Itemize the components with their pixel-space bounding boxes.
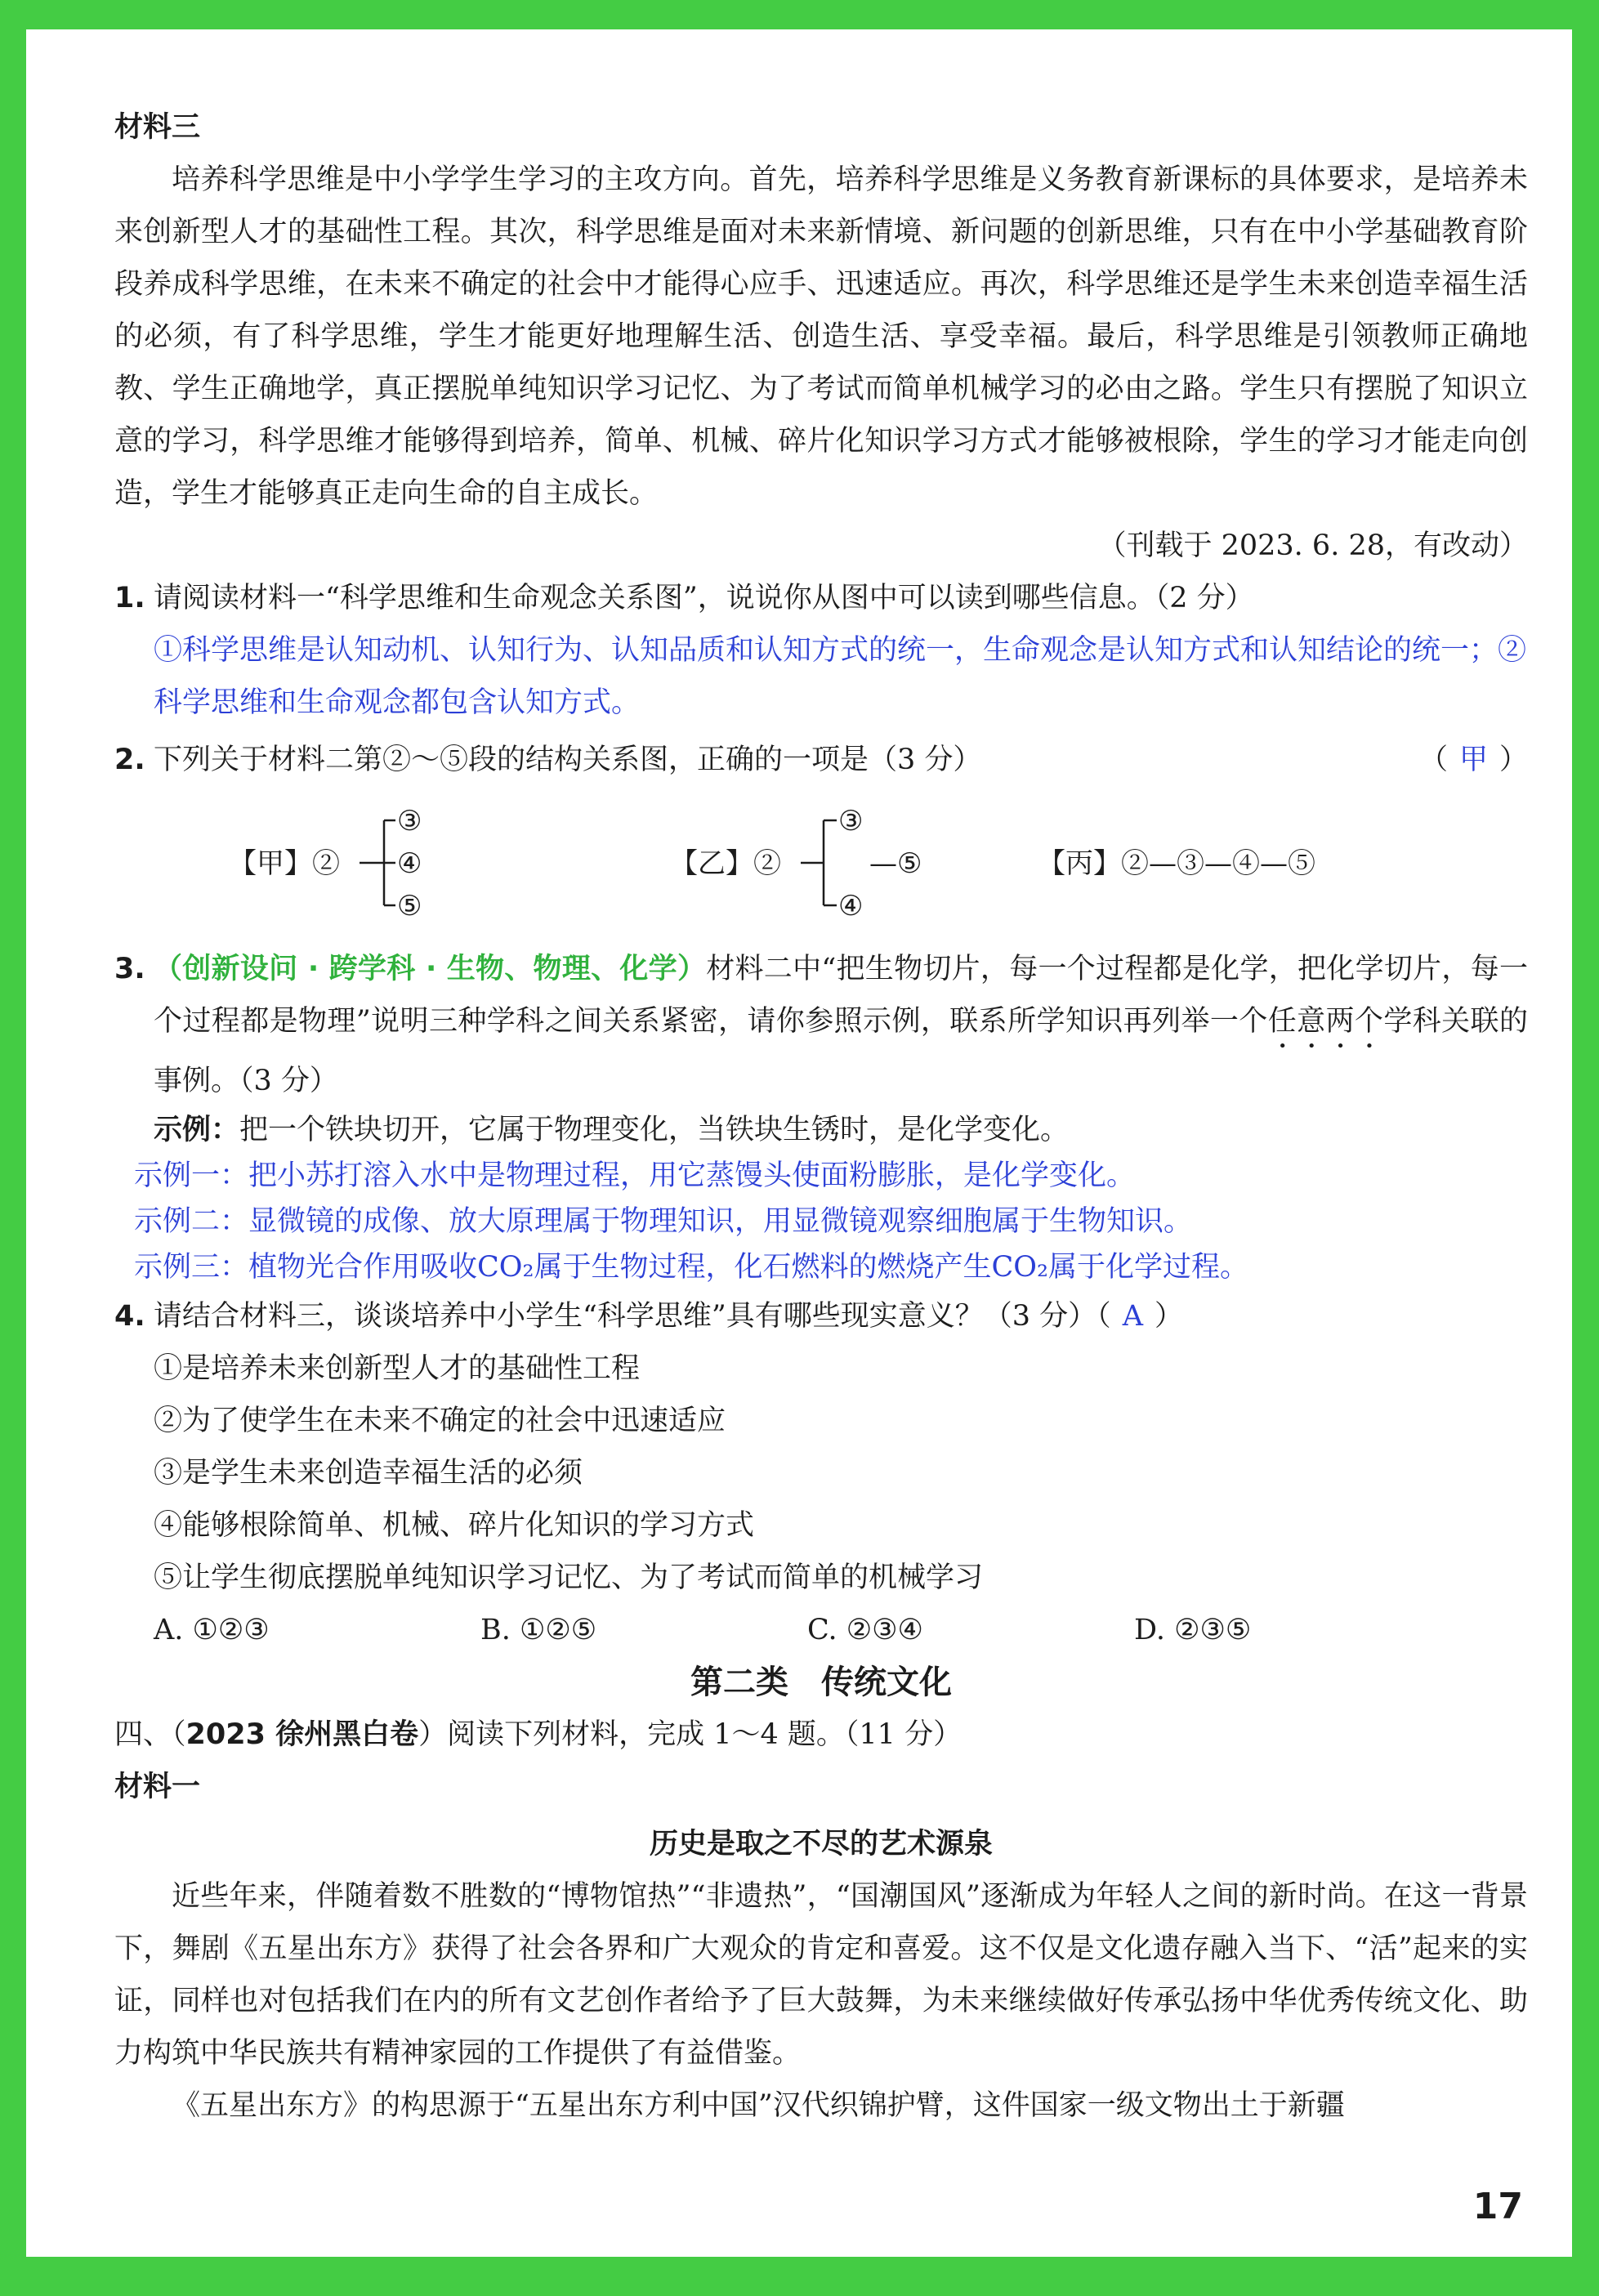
page-number: 17	[1472, 2186, 1523, 2227]
diagram-jia-item: ④	[397, 847, 422, 880]
example	[114, 1107, 1528, 1153]
example-text: 把一个铁块切开，它属于物理变化，当铁块生锈时，是化学变化。	[239, 1114, 1070, 1146]
diagram-jia-item: ③	[397, 805, 422, 838]
material3-heading: 材料三	[114, 111, 201, 144]
question-3-tag: （创新设问 · 跨学科 · 生物、物理、化学）	[154, 953, 707, 985]
question-text: 请结合材料三，谈谈培养中小学生“科学思维”具有哪些现实意义？（3 分）（	[154, 1300, 1111, 1333]
question-text-tail: 学科关联的事例。（3 分）	[154, 1005, 1528, 1097]
answer-4: A	[1122, 1300, 1143, 1333]
statement-item: ④能够根除简单、机械、碎片化知识的学习方式	[154, 1509, 755, 1542]
structure-diagrams	[114, 789, 1528, 933]
article-paragraph-2: 《五星出东方》的构思源于“五星出东方利中国”汉代织锦护臂，这件国家一级文物出土于新疆	[172, 2089, 1345, 2122]
diagram-jia-item: ⑤	[397, 890, 422, 922]
material3-paragraph: 培养科学思维是中小学学生学习的主攻方向。首先，培养科学思维是义务教育新课标的具体要求，是培养未来创新型人才的基础性工程。其次，科学思维是面对未来新情境、新问题的创新思维，只有在中小学基础教育阶段养成科学思维，在未来不确定的社会中才能得心应手、迅速适应。再次，科学思维还是学生未来创造幸福生活的必须，有了科学思维，学生才能更好地理解生活、创造生活、享受幸福。最后，科学思维是引领教师正确地教、学生正确地学，真正摆脱单纯知识学习记忆、为了考试而简单机械学习的必由之路。学生只有摆脱了知识立意的学习，科学思维才能够得到培养，简单、机械、碎片化知识学习方式才能够被根除，学生的学习才能走向创造，学生才能够真正走向生命的自主成长。	[114, 163, 1528, 510]
statement-item: ①是培养未来创新型人才的基础性工程	[154, 1352, 641, 1385]
question-2	[114, 734, 1528, 786]
material3-source: （刊载于 2023. 6. 28，有改动）	[1097, 529, 1528, 562]
question-4-options	[114, 1604, 1528, 1656]
diagram-yi-item: ③	[838, 805, 864, 838]
diagram-yi-tail: —⑤	[869, 847, 922, 880]
diagram-jia-label: 【甲】②	[229, 847, 340, 880]
section-title: 第二类 传统文化	[690, 1664, 952, 1701]
statement-item: ③是学生未来创造幸福生活的必须	[154, 1457, 583, 1490]
section-source: 2023 徐州黑白卷	[185, 1718, 419, 1751]
question-1	[114, 572, 1528, 624]
question-number: 1.	[114, 582, 145, 614]
example-label: 示例：	[154, 1114, 240, 1146]
answer-2: 甲	[1458, 744, 1488, 776]
statement-item: ②为了使学生在未来不确定的社会中迅速适应	[154, 1405, 726, 1437]
option-b: B. ①②⑤	[480, 1614, 597, 1646]
option-d: D. ②③⑤	[1134, 1614, 1252, 1646]
diagram-bing-label: 【丙】②—③—④—⑤	[1038, 847, 1315, 880]
diagram-yi-label: 【乙】②	[670, 847, 781, 880]
article-paragraph-1: 近些年来，伴随着数不胜数的“博物馆热”“非遗热”，“国潮国风”逐渐成为年轻人之间的新时尚。在这一背景下，舞剧《五星出东方》获得了社会各界和广大观众的肯定和喜爱。这不仅是文化遗存融入当下、“活”起来的实证，同样也对包括我们在内的所有文艺创作者给予了巨大鼓舞，为未来继续做好传承弘扬中华优秀传统文化、助力构筑中华民族共有精神家园的工作提供了有益借鉴。	[114, 1880, 1528, 2070]
question-number: 4.	[114, 1300, 145, 1333]
answer-3-item: 示例二：显微镜的成像、放大原理属于物理知识，用显微镜观察细胞属于生物知识。	[134, 1205, 1193, 1238]
article-title: 历史是取之不尽的艺术源泉	[649, 1828, 993, 1860]
question-4: 4. 请结合材料三，谈谈培养中小学生“科学思维”具有哪些现实意义？（3 分）（ A ）	[114, 1290, 1528, 1342]
question-text: 请阅读材料一“科学思维和生命观念关系图”，说说你从图中可以读到哪些信息。（2 分）	[154, 582, 1254, 614]
question-text: 下列关于材料二第②～⑤段的结构关系图，正确的一项是（3 分）	[154, 744, 982, 776]
option-c: C. ②③④	[807, 1614, 923, 1646]
option-a: A. ①②③	[154, 1614, 270, 1646]
question-4-items	[114, 1342, 1528, 1604]
answer-bracket: （ 甲 ）	[1418, 744, 1528, 776]
question-3	[114, 943, 1528, 1107]
answer-3-item: 示例一：把小苏打溶入水中是物理过程，用它蒸馒头使面粉膨胀，是化学变化。	[134, 1159, 1136, 1192]
answer-3-item: 示例三：植物光合作用吸收CO₂属于生物过程，化石燃料的燃烧产生CO₂属于化学过程。	[134, 1251, 1249, 1284]
statement-item: ⑤让学生彻底摆脱单纯知识学习记忆、为了考试而简单的机械学习	[154, 1561, 984, 1594]
answer-1: ①科学思维是认知动机、认知行为、认知品质和认知方式的统一，生命观念是认知方式和认知结论的统一；②科学思维和生命观念都包含认知方式。	[154, 634, 1527, 719]
answers-3	[114, 1153, 1528, 1290]
section-intro: 四、（2023 徐州黑白卷）阅读下列材料，完成 1～4 题。（11 分）	[114, 1718, 963, 1751]
structure-diagrams-svg	[114, 789, 1528, 933]
page	[26, 29, 1572, 2257]
emphasis-text: 任意两个	[1267, 1005, 1384, 1038]
material1-heading: 材料一	[114, 1771, 201, 1803]
question-number: 3.	[114, 953, 145, 985]
diagram-yi-item: ④	[838, 890, 864, 922]
question-text: 材料二中“把生物切片，每一个过程都是化学，把化学切片，每一个过程都是物理”说明三种学科之间关系紧密，请你参照示例，联系所学知识再列举一个	[154, 953, 1528, 1038]
content	[114, 101, 1528, 2132]
question-number: 2.	[114, 744, 145, 776]
